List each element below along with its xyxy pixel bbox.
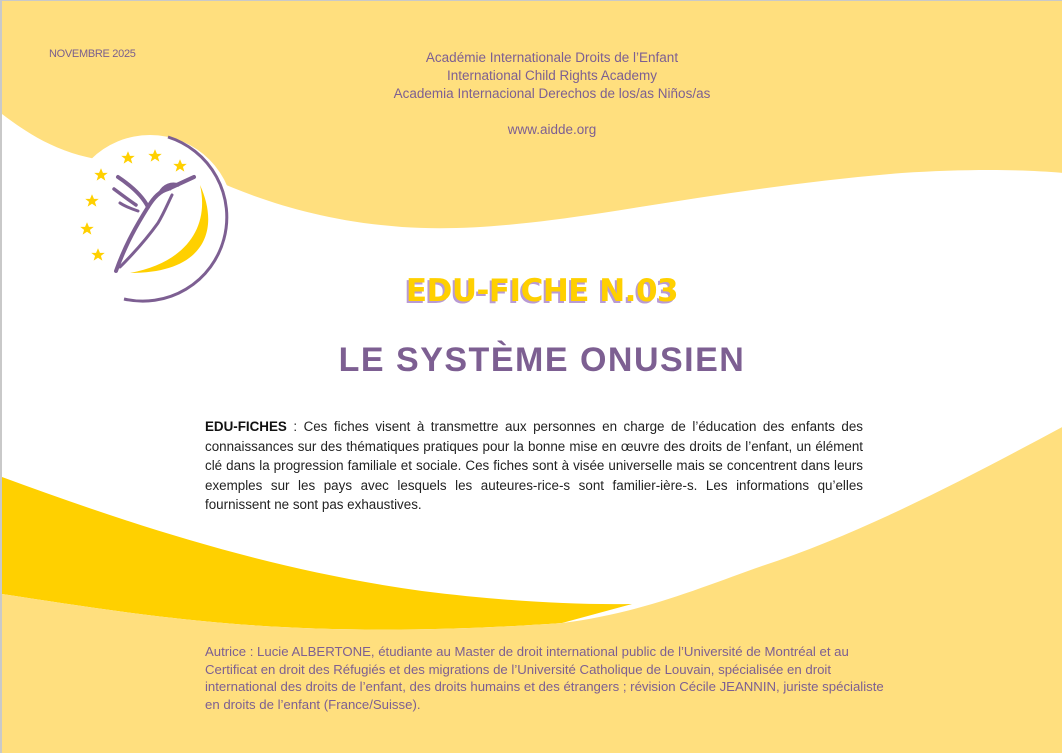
website-link[interactable]: www.aidde.org [507,122,597,137]
intro-text: : Ces fiches visent à transmettre aux personnes en charge de l’éducation des enfants des connaissances sur des thématiques pratiques pour la bonne mise en œuvre des droits de l’enfant, un élément clé dans la progression familiale et sociale. Ces fiches sont à visée universelle mais se concentrent dans leurs exemples sur les pays avec lesquels les auteures-rice-s sont familier-ière-s. Les informations qu’elles fournissent ne sont pas exhaustives. [205,419,863,512]
document-title: LE SYSTÈME ONUSIEN [338,341,746,379]
intro-label: EDU-FICHES [205,419,287,434]
series-title: EDU-FICHE N.03 [405,273,679,309]
hummingbird-logo-icon [64,133,236,305]
org-name-fr: Académie Internationale Droits de l’Enfant [425,50,679,65]
org-name-en: International Child Rights Academy [446,68,658,83]
organization-names [302,49,802,103]
org-name-es: Academia Internacional Derechos de los/as Niños/as [393,86,711,101]
author-credits: Autrice : Lucie ALBERTONE, étudiante au Master de droit international public de l’Université de Montréal et au Certificat en droit des Réfugiés et des migrations de l’Université Catholique de Louvain, spécialisée en droit international des droits de l’enfant, des droits humains et des étrangers ; révision Cécile JEANNIN, juriste spécialiste en droits de l’enfant (France/Suisse). [205,644,884,712]
publication-date: NOVEMBRE 2025 [49,48,136,60]
intro-paragraph [205,417,863,515]
